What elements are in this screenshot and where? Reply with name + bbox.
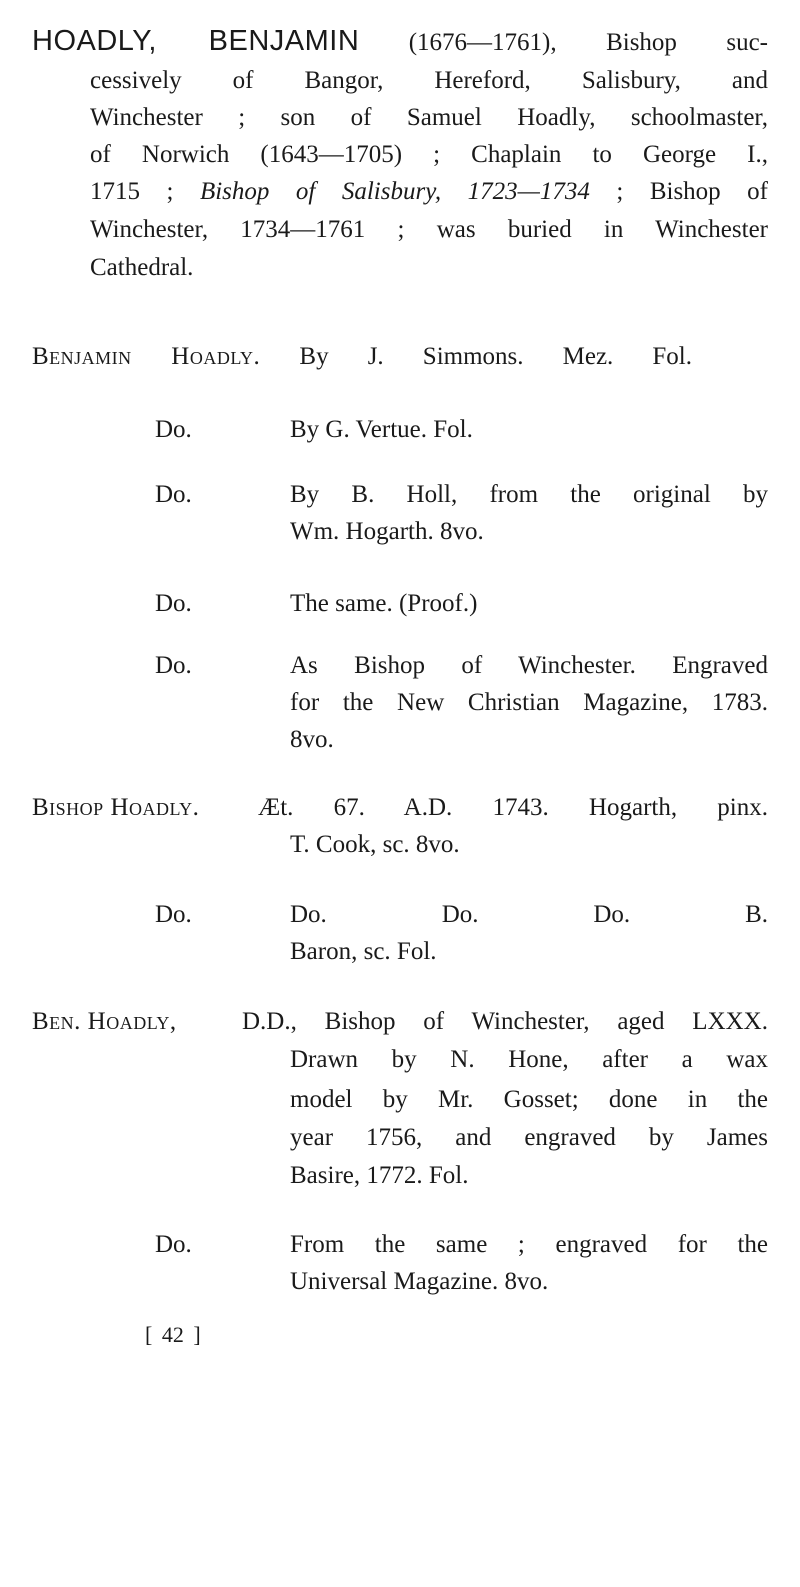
bio-line: Winchester, 1734—1761 ; was buried in Winchester [90,216,768,243]
entry-text: year 1756, and engraved by James [290,1124,768,1151]
entry-text: T. Cook, sc. 8vo. [290,831,460,858]
entry-text: By G. Vertue. Fol. [290,416,473,443]
entry-text: The same. (Proof.) [290,590,478,617]
bio-line [90,177,768,207]
entry-text: By J. Simmons. Mez. Fol. [299,343,692,370]
entry-text: Basire, 1772. Fol. [290,1162,469,1189]
entry-text: As Bishop of Winchester. Engraved [290,652,768,679]
entry-text: model by Mr. Gosset; done in the [290,1086,768,1113]
bio-line: of Norwich (1643—1705) ; Chaplain to George I., [90,141,768,168]
ditto-label: Do. [155,901,192,928]
bio-line: cessively of Bangor, Hereford, Salisbury, and [90,67,768,94]
page-number: [ 42 ] [145,1322,201,1347]
entry-text: Universal Magazine. 8vo. [290,1268,549,1295]
entry-text: Wm. Hogarth. 8vo. [290,518,484,545]
entry-text: 8vo. [290,726,334,753]
bio-italic: Bishop of Salisbury, 1723—1734 [199,178,590,205]
entry-label: Ben. Hoadly, [32,1008,177,1035]
ditto-label: Do. [155,1231,192,1258]
ditto-label: Do. [155,416,192,443]
entry-label: Benjamin Hoadly. [32,343,261,370]
entry-text: Baron, sc. Fol. [290,938,437,965]
entry-heading [32,26,768,58]
portrait-entry [32,342,692,372]
bio-text: 1715 ; [90,178,174,205]
subject-name: HOADLY, BENJAMIN [32,25,360,57]
entry-label: Bishop Hoadly. [32,794,200,821]
entry-text: Do. Do. Do. B. [290,901,768,928]
heading-first-line: (1676—1761), Bishop suc- [408,29,769,56]
entry-text: From the same ; engraved for the [290,1231,768,1258]
bio-line: Winchester ; son of Samuel Hoadly, schoolmaster, [90,104,768,131]
bio-text: ; Bishop of [616,178,769,205]
ditto-label: Do. [155,652,192,679]
entry-text: for the New Christian Magazine, 1783. [290,689,768,716]
entry-text: D.D., Bishop of Winchester, aged LXXX. [242,1008,768,1035]
ditto-label: Do. [155,590,192,617]
entry-text: Drawn by N. Hone, after a wax [290,1046,768,1073]
entry-text: Æt. 67. A.D. 1743. Hogarth, pinx. [258,794,768,821]
ditto-label: Do. [155,481,192,508]
entry-text: By B. Holl, from the original by [290,481,768,508]
bio-line: Cathedral. [90,254,194,281]
